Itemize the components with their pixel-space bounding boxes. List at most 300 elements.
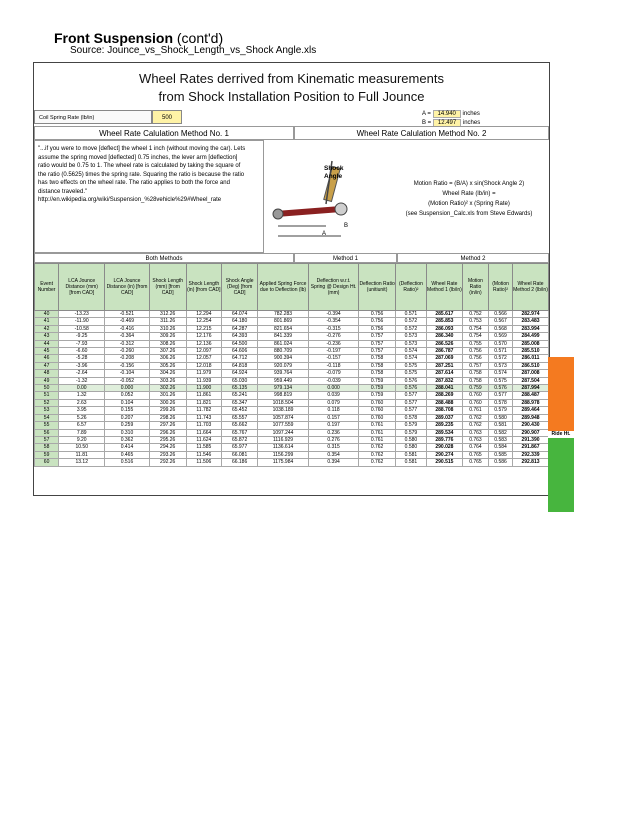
table-cell: 959.449 bbox=[258, 377, 309, 384]
table-cell: -0.104 bbox=[105, 370, 149, 377]
table-cell: 0.567 bbox=[489, 318, 513, 325]
table-cell: 289.948 bbox=[513, 414, 549, 421]
table-cell: 307.26 bbox=[149, 348, 186, 355]
table-cell: -0.354 bbox=[308, 318, 359, 325]
table-cell: 11.546 bbox=[186, 451, 221, 458]
table-cell: 290.515 bbox=[426, 459, 462, 466]
table-cell: 0.572 bbox=[395, 325, 426, 332]
column-header: Shock Length (in) [from CAD] bbox=[186, 264, 221, 311]
table-cell: 285.008 bbox=[513, 340, 549, 347]
table-row bbox=[35, 399, 549, 406]
table-cell: 65.767 bbox=[221, 429, 257, 436]
table-cell: -7.93 bbox=[59, 340, 105, 347]
table-cell: 288.269 bbox=[426, 392, 462, 399]
table-cell: 65.347 bbox=[221, 399, 257, 406]
table-cell: 0.581 bbox=[489, 422, 513, 429]
table-cell: -0.236 bbox=[308, 340, 359, 347]
column-header: Deflection w.r.t. Spring @ Design Ht. (mm) bbox=[308, 264, 359, 311]
coil-spring-label: Coil Spring Rate (lb/in) bbox=[34, 110, 152, 124]
table-cell: 12.176 bbox=[186, 333, 221, 340]
table-cell: 0.576 bbox=[395, 377, 426, 384]
group-both-methods: Both Methods bbox=[34, 253, 294, 263]
table-row bbox=[35, 429, 549, 436]
table-cell: 0.756 bbox=[462, 348, 488, 355]
table-cell: 60 bbox=[35, 459, 59, 466]
table-cell: 1077.559 bbox=[258, 422, 309, 429]
table-cell: 304.26 bbox=[149, 370, 186, 377]
table-cell: 0.762 bbox=[359, 459, 396, 466]
table-cell: 0.259 bbox=[105, 422, 149, 429]
column-header: LCA Jounce Distance (in) [from CAD] bbox=[105, 264, 149, 311]
table-cell: 1116.929 bbox=[258, 436, 309, 443]
table-cell: 0.079 bbox=[308, 399, 359, 406]
table-cell: 64.393 bbox=[221, 333, 257, 340]
table-row bbox=[35, 451, 549, 458]
spreadsheet-image bbox=[33, 62, 550, 496]
table-cell: 64.924 bbox=[221, 370, 257, 377]
jounce-region-bar-orange bbox=[548, 357, 574, 431]
table-cell: 289.464 bbox=[513, 407, 549, 414]
table-cell: -0.052 bbox=[105, 377, 149, 384]
table-cell: 1057.874 bbox=[258, 414, 309, 421]
table-cell: 302.26 bbox=[149, 385, 186, 392]
table-cell: 297.26 bbox=[149, 422, 186, 429]
column-header: Event Number bbox=[35, 264, 59, 311]
jounce-region-bar-green bbox=[548, 438, 574, 512]
table-cell: 65.557 bbox=[221, 414, 257, 421]
formula-line4: (see Suspension_Calc.xls from Steve Edwards) bbox=[405, 211, 533, 217]
formula-line1: Motion Ratio = (B/A) x sin(Shock Angle 2) bbox=[413, 181, 525, 187]
table-cell: -3.96 bbox=[59, 362, 105, 369]
table-cell: 289.534 bbox=[426, 429, 462, 436]
table-cell: -0.156 bbox=[105, 362, 149, 369]
table-row bbox=[35, 318, 549, 325]
table-cell: 0.516 bbox=[105, 459, 149, 466]
table-cell: -0.364 bbox=[105, 333, 149, 340]
table-cell: 0.756 bbox=[359, 318, 396, 325]
table-cell: 41 bbox=[35, 318, 59, 325]
table-cell: 56 bbox=[35, 429, 59, 436]
table-cell: 0.578 bbox=[489, 399, 513, 406]
table-cell: 0.039 bbox=[308, 392, 359, 399]
table-cell: 46 bbox=[35, 355, 59, 362]
source-line: Source: Jounce_vs_Shock_Length_vs_Shock Angle.xls bbox=[70, 45, 317, 56]
column-header: Shock Length (mm) [from CAD] bbox=[149, 264, 186, 311]
table-cell: 288.487 bbox=[513, 392, 549, 399]
table-row bbox=[35, 370, 549, 377]
table-cell: 286.787 bbox=[426, 348, 462, 355]
table-cell: 0.104 bbox=[105, 399, 149, 406]
table-cell: 0.582 bbox=[489, 429, 513, 436]
table-cell: 12.215 bbox=[186, 325, 221, 332]
formula-line3: (Motion Ratio)² x (Spring Rate) bbox=[428, 201, 510, 207]
table-cell: 0.757 bbox=[359, 333, 396, 340]
table-cell: 0.756 bbox=[359, 325, 396, 332]
table-cell: 0.581 bbox=[395, 459, 426, 466]
table-cell: 48 bbox=[35, 370, 59, 377]
table-cell: 1018.504 bbox=[258, 399, 309, 406]
table-cell: 11.821 bbox=[186, 399, 221, 406]
coil-spring-value: 500 bbox=[152, 110, 182, 124]
table-cell: 0.760 bbox=[462, 399, 488, 406]
table-cell: 0.753 bbox=[462, 318, 488, 325]
table-cell: 64.606 bbox=[221, 348, 257, 355]
table-cell: 298.26 bbox=[149, 414, 186, 421]
table-cell: 0.276 bbox=[308, 436, 359, 443]
table-cell: 66.081 bbox=[221, 451, 257, 458]
table-cell: 286.340 bbox=[426, 333, 462, 340]
column-header: Wheel Rate Method 2 (lb/in) bbox=[513, 264, 549, 311]
table-cell: 0.761 bbox=[359, 436, 396, 443]
table-cell: 283.994 bbox=[513, 325, 549, 332]
table-cell: 287.251 bbox=[426, 362, 462, 369]
table-cell: 309.26 bbox=[149, 333, 186, 340]
header-bold: Front Suspension bbox=[54, 30, 173, 46]
table-cell: 0.574 bbox=[395, 348, 426, 355]
table-cell: 11.664 bbox=[186, 429, 221, 436]
table-cell: 0.580 bbox=[395, 436, 426, 443]
table-cell: 1136.614 bbox=[258, 444, 309, 451]
table-row bbox=[35, 325, 549, 332]
table-cell: 308.26 bbox=[149, 340, 186, 347]
table-cell: -0.118 bbox=[308, 362, 359, 369]
table-cell: -0.208 bbox=[105, 355, 149, 362]
table-cell: 0.315 bbox=[308, 444, 359, 451]
table-cell: 289.235 bbox=[426, 422, 462, 429]
table-cell: 300.26 bbox=[149, 399, 186, 406]
quote-text: "...if you were to move [deflect] the wheel 1 inch (without moving the car). Lets assume the spring moved [deflected] 0.75 inches, the lever arm [deflection] ratio would be 0.75 to 1. The wheel rate is calculated by taking the square of the ratio (0.5625) times the spring rate. Squaring the ratio is because the ratio has two effects on the wheel rate. The ratio applies to both the force and distance traveled." http://en.wikipedia.org/wiki/Suspension_%28vehicle%29#Wheel_rate bbox=[38, 146, 246, 203]
table-cell: -0.416 bbox=[105, 325, 149, 332]
b-value: 12.497 bbox=[433, 119, 461, 127]
table-cell: 0.000 bbox=[308, 385, 359, 392]
table-cell: 0.763 bbox=[462, 429, 488, 436]
table-cell: 289.776 bbox=[426, 436, 462, 443]
column-header: Shock Angle (Deg) [from CAD] bbox=[221, 264, 257, 311]
table-cell: 0.394 bbox=[308, 459, 359, 466]
table-cell: 11.585 bbox=[186, 444, 221, 451]
table-cell: -5.28 bbox=[59, 355, 105, 362]
table-cell: 291.867 bbox=[513, 444, 549, 451]
table-cell: 51 bbox=[35, 392, 59, 399]
table-cell: 0.763 bbox=[462, 436, 488, 443]
table-cell: 0.157 bbox=[308, 414, 359, 421]
table-cell: 880.709 bbox=[258, 348, 309, 355]
table-cell: 0.572 bbox=[489, 355, 513, 362]
table-cell: 0.000 bbox=[105, 385, 149, 392]
table-row bbox=[35, 407, 549, 414]
formula-block bbox=[394, 179, 544, 219]
table-cell: -9.25 bbox=[59, 333, 105, 340]
table-cell: 291.390 bbox=[513, 436, 549, 443]
table-cell: 12.136 bbox=[186, 340, 221, 347]
a-row: A = 14.940 inches bbox=[422, 111, 480, 117]
table-cell: 0.052 bbox=[105, 392, 149, 399]
table-cell: 285.617 bbox=[426, 311, 462, 318]
table-cell: 0.577 bbox=[395, 399, 426, 406]
table-cell: 64.180 bbox=[221, 318, 257, 325]
table-cell: 0.583 bbox=[489, 436, 513, 443]
table-cell: 282.974 bbox=[513, 311, 549, 318]
table-cell: 11.782 bbox=[186, 407, 221, 414]
table-cell: 11.506 bbox=[186, 459, 221, 466]
formula-line2: Wheel Rate (lb/in) = bbox=[442, 191, 496, 197]
table-cell: 0.584 bbox=[489, 444, 513, 451]
table-cell: 0.573 bbox=[489, 362, 513, 369]
table-cell: 292.26 bbox=[149, 459, 186, 466]
table-cell: 12.254 bbox=[186, 318, 221, 325]
table-cell: 0.765 bbox=[462, 459, 488, 466]
table-cell: 11.939 bbox=[186, 377, 221, 384]
table-cell: 1156.299 bbox=[258, 451, 309, 458]
table-cell: 305.26 bbox=[149, 362, 186, 369]
table-cell: 0.577 bbox=[489, 392, 513, 399]
table-cell: 0.576 bbox=[489, 385, 513, 392]
table-cell: -0.315 bbox=[308, 325, 359, 332]
table-cell: 286.093 bbox=[426, 325, 462, 332]
table-cell: 310.26 bbox=[149, 325, 186, 332]
table-cell: 311.26 bbox=[149, 318, 186, 325]
table-cell: 1.32 bbox=[59, 392, 105, 399]
table-cell: -0.197 bbox=[308, 348, 359, 355]
table-cell: 64.500 bbox=[221, 340, 257, 347]
table-cell: -13.23 bbox=[59, 311, 105, 318]
table-cell: 0.362 bbox=[105, 436, 149, 443]
table-cell: 52 bbox=[35, 399, 59, 406]
table-cell: 290.274 bbox=[426, 451, 462, 458]
table-cell: 0.586 bbox=[489, 459, 513, 466]
table-cell: 0.574 bbox=[489, 370, 513, 377]
table-cell: 65.872 bbox=[221, 436, 257, 443]
method2-header: Wheel Rate Calulation Method No. 2 bbox=[294, 126, 549, 140]
ride-height-label: Ride Ht. bbox=[548, 431, 574, 438]
table-cell: 0.761 bbox=[462, 407, 488, 414]
table-cell: 782.283 bbox=[258, 311, 309, 318]
method1-header: Wheel Rate Calulation Method No. 1 bbox=[34, 126, 294, 140]
table-cell: 64.287 bbox=[221, 325, 257, 332]
table-cell: 0.757 bbox=[359, 348, 396, 355]
table-cell: 13.12 bbox=[59, 459, 105, 466]
table-cell: 0.310 bbox=[105, 429, 149, 436]
table-row bbox=[35, 355, 549, 362]
table-cell: 0.571 bbox=[395, 311, 426, 318]
table-cell: 801.869 bbox=[258, 318, 309, 325]
table-cell: 57 bbox=[35, 436, 59, 443]
table-cell: 54 bbox=[35, 414, 59, 421]
wheel-rate-table bbox=[34, 263, 549, 467]
table-cell: 49 bbox=[35, 377, 59, 384]
table-cell: 0.760 bbox=[359, 399, 396, 406]
table-cell: 59 bbox=[35, 451, 59, 458]
a-value: 14.940 bbox=[433, 110, 461, 118]
table-cell: 45 bbox=[35, 348, 59, 355]
table-cell: 0.579 bbox=[489, 407, 513, 414]
table-cell: 0.752 bbox=[462, 311, 488, 318]
table-cell: 287.614 bbox=[426, 370, 462, 377]
table-cell: 58 bbox=[35, 444, 59, 451]
table-body bbox=[35, 311, 549, 467]
table-cell: -0.394 bbox=[308, 311, 359, 318]
table-row bbox=[35, 422, 549, 429]
table-row bbox=[35, 311, 549, 318]
sheet-title-line1: Wheel Rates derrived from Kinematic measurements bbox=[139, 71, 444, 86]
table-cell: 287.994 bbox=[513, 385, 549, 392]
table-cell: 65.452 bbox=[221, 407, 257, 414]
table-cell: 50 bbox=[35, 385, 59, 392]
table-cell: 0.354 bbox=[308, 451, 359, 458]
table-cell: 11.624 bbox=[186, 436, 221, 443]
table-cell: 0.754 bbox=[462, 325, 488, 332]
table-cell: 979.134 bbox=[258, 385, 309, 392]
table-cell: 10.50 bbox=[59, 444, 105, 451]
table-cell: 0.465 bbox=[105, 451, 149, 458]
table-cell: 0.575 bbox=[395, 362, 426, 369]
table-cell: 0.762 bbox=[359, 451, 396, 458]
table-cell: 0.580 bbox=[395, 444, 426, 451]
table-cell: 0.764 bbox=[462, 444, 488, 451]
table-cell: 900.394 bbox=[258, 355, 309, 362]
table-row bbox=[35, 444, 549, 451]
table-cell: 55 bbox=[35, 422, 59, 429]
table-cell: 0.760 bbox=[462, 392, 488, 399]
table-cell: 0.761 bbox=[359, 422, 396, 429]
table-cell: 285.853 bbox=[426, 318, 462, 325]
sheet-title-line2: from Shock Installation Position to Full Jounce bbox=[158, 89, 425, 104]
table-cell: 0.572 bbox=[395, 318, 426, 325]
table-cell: 998.819 bbox=[258, 392, 309, 399]
table-row bbox=[35, 340, 549, 347]
table-cell: 939.764 bbox=[258, 370, 309, 377]
table-cell: 0.577 bbox=[395, 407, 426, 414]
table-cell: 65.662 bbox=[221, 422, 257, 429]
table-cell: 0.576 bbox=[395, 385, 426, 392]
table-cell: 1038.189 bbox=[258, 407, 309, 414]
table-cell: 0.757 bbox=[462, 362, 488, 369]
table-cell: 0.762 bbox=[462, 414, 488, 421]
b-row: B = 12.497 inches bbox=[422, 120, 481, 126]
table-cell: 0.580 bbox=[489, 414, 513, 421]
table-cell: 0.760 bbox=[359, 407, 396, 414]
table-cell: -0.276 bbox=[308, 333, 359, 340]
table-cell: 0.574 bbox=[395, 355, 426, 362]
table-cell: 285.510 bbox=[513, 348, 549, 355]
table-cell: 11.861 bbox=[186, 392, 221, 399]
table-cell: 0.754 bbox=[462, 333, 488, 340]
table-cell: 286.011 bbox=[513, 355, 549, 362]
table-row bbox=[35, 392, 549, 399]
table-cell: 0.00 bbox=[59, 385, 105, 392]
table-row bbox=[35, 377, 549, 384]
table-cell: 287.832 bbox=[426, 377, 462, 384]
table-cell: 288.978 bbox=[513, 399, 549, 406]
table-cell: 9.20 bbox=[59, 436, 105, 443]
page-header bbox=[54, 30, 223, 46]
table-row bbox=[35, 385, 549, 392]
table-cell: 64.712 bbox=[221, 355, 257, 362]
table-cell: 0.575 bbox=[489, 377, 513, 384]
table-cell: 12.018 bbox=[186, 362, 221, 369]
table-cell: 841.339 bbox=[258, 333, 309, 340]
table-cell: 12.294 bbox=[186, 311, 221, 318]
table-cell: 0.414 bbox=[105, 444, 149, 451]
table-cell: 294.26 bbox=[149, 444, 186, 451]
column-header: (Deflection Ratio)² bbox=[395, 264, 426, 311]
table-cell: 0.758 bbox=[359, 362, 396, 369]
table-cell: 287.504 bbox=[513, 377, 549, 384]
table-cell: 2.63 bbox=[59, 399, 105, 406]
table-cell: 0.758 bbox=[462, 377, 488, 384]
table-cell: 821.654 bbox=[258, 325, 309, 332]
diagram-b-label: B bbox=[344, 223, 349, 229]
table-cell: 0.757 bbox=[359, 340, 396, 347]
table-cell: 0.758 bbox=[359, 370, 396, 377]
table-cell: 11.743 bbox=[186, 414, 221, 421]
column-header: Wheel Rate Method 1 (lb/in) bbox=[426, 264, 462, 311]
table-row bbox=[35, 362, 549, 369]
table-cell: -0.312 bbox=[105, 340, 149, 347]
table-cell: 284.499 bbox=[513, 333, 549, 340]
table-cell: 43 bbox=[35, 333, 59, 340]
shock-angle-label: Shock Angle bbox=[324, 165, 344, 180]
table-cell: 0.569 bbox=[489, 333, 513, 340]
table-cell: 0.756 bbox=[359, 311, 396, 318]
table-cell: 0.759 bbox=[359, 377, 396, 384]
table-cell: 0.758 bbox=[462, 370, 488, 377]
group-method2: Method 2 bbox=[397, 253, 549, 263]
table-cell: 66.186 bbox=[221, 459, 257, 466]
table-cell: -10.58 bbox=[59, 325, 105, 332]
table-cell: -0.260 bbox=[105, 348, 149, 355]
table-cell: 0.762 bbox=[359, 444, 396, 451]
table-cell: 861.024 bbox=[258, 340, 309, 347]
table-cell: 312.26 bbox=[149, 311, 186, 318]
table-cell: -11.90 bbox=[59, 318, 105, 325]
table-cell: -0.521 bbox=[105, 311, 149, 318]
table-cell: 7.89 bbox=[59, 429, 105, 436]
table-cell: 47 bbox=[35, 362, 59, 369]
table-cell: 292.813 bbox=[513, 459, 549, 466]
table-cell: 296.26 bbox=[149, 429, 186, 436]
table-cell: 287.008 bbox=[513, 370, 549, 377]
table-cell: 65.030 bbox=[221, 377, 257, 384]
table-cell: 64.818 bbox=[221, 362, 257, 369]
table-cell: 65.977 bbox=[221, 444, 257, 451]
table-cell: 283.483 bbox=[513, 318, 549, 325]
table-cell: 290.907 bbox=[513, 429, 549, 436]
table-cell: -0.079 bbox=[308, 370, 359, 377]
table-cell: 11.979 bbox=[186, 370, 221, 377]
table-cell: 0.759 bbox=[462, 385, 488, 392]
table-cell: -2.64 bbox=[59, 370, 105, 377]
table-cell: 303.26 bbox=[149, 377, 186, 384]
table-cell: 0.197 bbox=[308, 422, 359, 429]
table-cell: 0.758 bbox=[359, 355, 396, 362]
table-row bbox=[35, 348, 549, 355]
header-rest: (cont'd) bbox=[173, 30, 224, 46]
diagram-a-label: A bbox=[322, 231, 327, 237]
table-cell: 0.759 bbox=[359, 385, 396, 392]
table-cell: 287.069 bbox=[426, 355, 462, 362]
table-cell: 288.488 bbox=[426, 399, 462, 406]
table-cell: 0.207 bbox=[105, 414, 149, 421]
table-cell: 288.041 bbox=[426, 385, 462, 392]
table-cell: 0.765 bbox=[462, 451, 488, 458]
table-cell: 306.26 bbox=[149, 355, 186, 362]
table-cell: 0.577 bbox=[395, 392, 426, 399]
table-cell: 286.526 bbox=[426, 340, 462, 347]
table-cell: 0.570 bbox=[489, 340, 513, 347]
table-cell: 0.118 bbox=[308, 407, 359, 414]
table-cell: 0.579 bbox=[395, 422, 426, 429]
